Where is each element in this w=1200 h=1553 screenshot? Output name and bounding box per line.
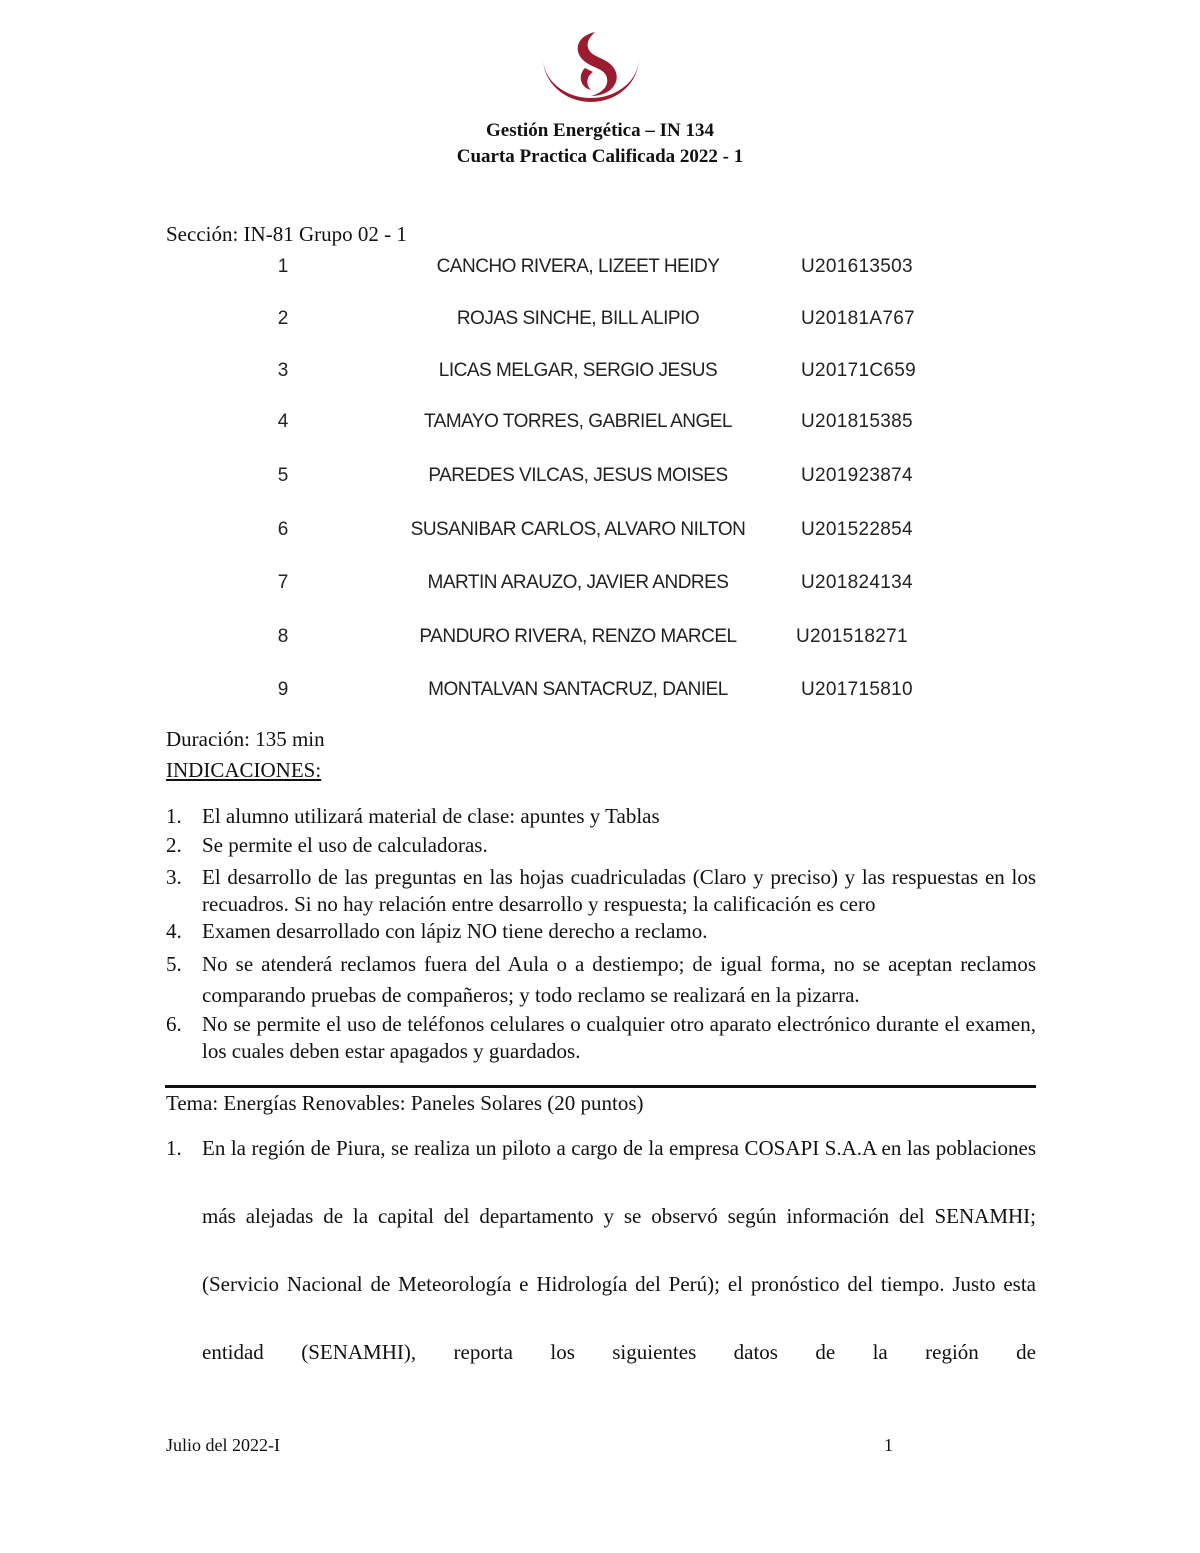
student-row	[0, 519, 1200, 549]
student-row	[0, 360, 1200, 390]
student-code: U201815385	[801, 411, 913, 432]
student-row	[0, 308, 1200, 338]
course-title: Gestión Energética – IN 134	[486, 120, 714, 141]
instructions-list	[166, 801, 1036, 1065]
student-row	[0, 626, 1200, 656]
student-code: U20181A767	[801, 308, 915, 329]
student-code: U201522854	[801, 519, 913, 540]
exam-title: Cuarta Practica Calificada 2022 - 1	[456, 146, 744, 167]
topic-title: Tema: Energías Renovables: Paneles Solares (20 puntos)	[166, 1091, 644, 1115]
instruction-item	[166, 1011, 1036, 1065]
instruction-text: No se atenderá reclamos fuera del Aula o a destiempo; de igual forma, no se aceptan reclamos comparando pruebas de compañeros; y todo reclamo se realizará en la pizarra.	[202, 952, 1036, 1007]
student-row	[0, 465, 1200, 495]
student-code: U20171C659	[801, 360, 916, 381]
instruction-number: 1.	[166, 804, 182, 828]
student-name: CANCHO RIVERA, LIZEET HEIDY	[436, 256, 720, 277]
instruction-text: El desarrollo de las preguntas en las hojas cuadriculadas (Claro y preciso) y las respuestas en los recuadros. Si no hay relación entre desarrollo y respuesta; la calificación es cero	[202, 865, 1036, 916]
student-code: U201518271	[796, 626, 908, 647]
student-row	[0, 256, 1200, 286]
footer-date: Julio del 2022-I	[166, 1435, 280, 1455]
student-name: SUSANIBAR CARLOS, ALVARO NILTON	[410, 519, 746, 540]
university-logo	[537, 28, 645, 108]
student-name: TAMAYO TORRES, GABRIEL ANGEL	[423, 411, 733, 432]
section-label: Sección: IN-81 Grupo 02 - 1	[166, 222, 407, 246]
student-number: 2	[277, 308, 289, 329]
duration: Duración: 135 min	[166, 727, 325, 751]
student-row	[0, 572, 1200, 602]
student-name: LICAS MELGAR, SERGIO JESUS	[438, 360, 718, 381]
instruction-item	[166, 831, 1036, 859]
logo-flame-inner	[581, 68, 593, 90]
logo-flame	[578, 32, 617, 96]
instruction-text: No se permite el uso de teléfonos celulares o cualquier otro aparato electrónico durante el examen, los cuales deben estar apagados y guardados.	[202, 1012, 1036, 1063]
student-name: PANDURO RIVERA, RENZO MARCEL	[419, 626, 737, 647]
section-divider	[165, 1085, 1036, 1088]
instruction-item	[166, 949, 1036, 1011]
student-number: 1	[277, 256, 289, 277]
student-number: 9	[277, 679, 289, 700]
instruction-number: 6.	[166, 1012, 182, 1036]
question-1	[166, 1136, 1036, 1386]
page-number: 1	[884, 1435, 893, 1455]
instruction-text: Examen desarrollado con lápiz NO tiene derecho a reclamo.	[202, 919, 708, 943]
student-name: MONTALVAN SANTACRUZ, DANIEL	[428, 679, 728, 700]
student-row	[0, 679, 1200, 709]
question-number: 1.	[166, 1136, 182, 1160]
instruction-item	[166, 801, 1036, 831]
instruction-item	[166, 918, 1036, 945]
student-name: ROJAS SINCHE, BILL ALIPIO	[456, 308, 700, 329]
instruction-item	[166, 864, 1036, 918]
instructions-heading: INDICACIONES:	[166, 758, 322, 782]
instruction-number: 2.	[166, 833, 182, 857]
instruction-number: 5.	[166, 952, 182, 976]
student-name: PAREDES VILCAS, JESUS MOISES	[428, 465, 728, 486]
student-code: U201715810	[801, 679, 913, 700]
student-number: 6	[277, 519, 289, 540]
student-code: U201824134	[801, 572, 913, 593]
instruction-text: Se permite el uso de calculadoras.	[202, 833, 488, 857]
student-name: MARTIN ARAUZO, JAVIER ANDRES	[427, 572, 729, 593]
student-number: 8	[277, 626, 289, 647]
question-text: En la región de Piura, se realiza un piloto a cargo de la empresa COSAPI S.A.A en las poblaciones más alejadas de la capital del departamento y se observó según información del SENAMHI; (Servicio Nacional de Meteorología e Hidrología del Perú); el pronóstico del tiempo. Justo esta entidad (SENAMHI), reporta los siguientes datos de la región de	[202, 1136, 1036, 1364]
instruction-number: 4.	[166, 919, 182, 943]
student-row	[0, 411, 1200, 441]
student-number: 7	[277, 572, 289, 593]
student-number: 3	[277, 360, 289, 381]
instruction-number: 3.	[166, 865, 182, 889]
student-number: 4	[277, 411, 289, 432]
student-code: U201613503	[801, 256, 913, 277]
student-number: 5	[277, 465, 289, 486]
instruction-text: El alumno utilizará material de clase: apuntes y Tablas	[202, 804, 660, 828]
student-code: U201923874	[801, 465, 913, 486]
